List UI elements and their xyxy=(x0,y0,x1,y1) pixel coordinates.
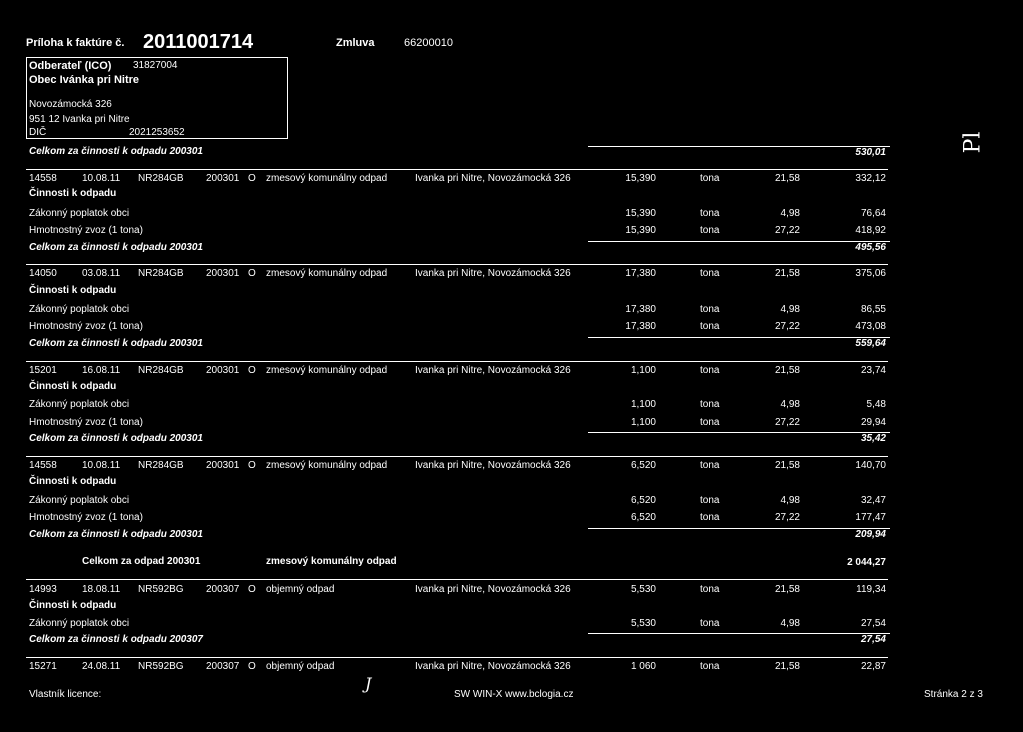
line-qty: 15,390 xyxy=(625,208,656,219)
top-subtotal-value: 530,01 xyxy=(855,147,886,158)
subtotal-value: 27,54 xyxy=(860,634,886,645)
record-vehicle: NR284GB xyxy=(138,365,184,376)
section-heading: Činnosti k odpadu xyxy=(29,476,117,487)
record-address: Ivanka pri Nitre, Novozámocká 326 xyxy=(415,268,571,279)
line-price: 27,22 xyxy=(774,321,800,332)
line-price: 27,22 xyxy=(774,417,800,428)
record-id: 14558 xyxy=(29,460,57,471)
record-date: 24.08.11 xyxy=(82,661,121,672)
record-category: O xyxy=(248,584,256,595)
line-unit: tona xyxy=(700,304,720,315)
line-label: Zákonný poplatok obci xyxy=(29,304,130,315)
record-id: 14558 xyxy=(29,173,57,184)
record-unit: tona xyxy=(700,460,720,471)
line-qty: 6,520 xyxy=(630,512,656,523)
invoice-label: Príloha k faktúre č. xyxy=(26,37,125,49)
line-unit: tona xyxy=(700,618,720,629)
record-amount: 375,06 xyxy=(855,268,886,279)
record-unit: tona xyxy=(700,584,720,595)
line-amount: 5,48 xyxy=(866,399,886,410)
customer-label: Odberateľ (ICO) xyxy=(29,60,112,72)
record-amount: 332,12 xyxy=(855,173,886,184)
contract-label: Zmluva xyxy=(336,37,375,49)
record-date: 10.08.11 xyxy=(82,460,121,471)
footer-page: Stránka 2 z 3 xyxy=(924,689,983,700)
subtotal-label: Celkom za činnosti k odpadu 200301 xyxy=(29,529,203,540)
line-price: 27,22 xyxy=(774,512,800,523)
section-heading: Činnosti k odpadu xyxy=(29,600,117,611)
record-address: Ivanka pri Nitre, Novozámocká 326 xyxy=(415,584,571,595)
section-heading: Činnosti k odpadu xyxy=(29,285,117,296)
record-code: 200301 xyxy=(206,460,240,471)
record-price: 21,58 xyxy=(774,584,800,595)
customer-name: Obec Ivánka pri Nitre xyxy=(29,74,140,86)
divider xyxy=(588,146,890,147)
record-waste: zmesový komunálny odpad xyxy=(266,460,388,471)
line-unit: tona xyxy=(700,512,720,523)
record-date: 10.08.11 xyxy=(82,173,121,184)
record-price: 21,58 xyxy=(774,460,800,471)
subtotal-value: 495,56 xyxy=(855,242,886,253)
divider xyxy=(588,241,890,242)
footer-owner-label: Vlastník licence: xyxy=(29,689,102,700)
signature-mark: J xyxy=(365,674,372,693)
record-qty: 15,390 xyxy=(625,173,656,184)
record-id: 15271 xyxy=(29,661,57,672)
invoice-number: 2011001714 xyxy=(143,31,254,53)
footer-software: SW WIN-X www.bclogia.cz xyxy=(454,689,574,700)
line-amount: 29,94 xyxy=(860,417,886,428)
line-label: Zákonný poplatok obci xyxy=(29,495,130,506)
record-category: O xyxy=(248,661,256,672)
record-address: Ivanka pri Nitre, Novozámocká 326 xyxy=(415,460,571,471)
record-address: Ivanka pri Nitre, Novozámocká 326 xyxy=(415,173,571,184)
record-category: O xyxy=(248,173,256,184)
line-price: 4,98 xyxy=(780,304,800,315)
line-label: Zákonný poplatok obci xyxy=(29,618,130,629)
record-price: 21,58 xyxy=(774,268,800,279)
line-amount: 86,55 xyxy=(860,304,886,315)
line-unit: tona xyxy=(700,399,720,410)
line-label: Hmotnostný zvoz (1 tona) xyxy=(29,417,143,428)
customer-ico: 31827004 xyxy=(133,60,178,71)
customer-dic-label: DIČ xyxy=(29,127,47,138)
line-qty: 17,380 xyxy=(625,321,656,332)
line-qty: 17,380 xyxy=(625,304,656,315)
record-qty: 17,380 xyxy=(625,268,656,279)
line-unit: tona xyxy=(700,417,720,428)
record-code: 200307 xyxy=(206,661,240,672)
handwritten-mark: Pl xyxy=(960,131,986,154)
divider xyxy=(26,456,888,457)
record-waste: objemný odpad xyxy=(266,584,335,595)
divider xyxy=(588,528,890,529)
record-vehicle: NR592BG xyxy=(138,661,184,672)
record-waste: zmesový komunálny odpad xyxy=(266,268,388,279)
record-category: O xyxy=(248,365,256,376)
divider xyxy=(588,633,890,634)
waste-total-label: Celkom za odpad 200301 xyxy=(82,556,201,567)
record-date: 16.08.11 xyxy=(82,365,121,376)
subtotal-value: 559,64 xyxy=(855,338,886,349)
record-price: 21,58 xyxy=(774,173,800,184)
contract-number: 66200010 xyxy=(404,37,453,49)
line-label: Hmotnostný zvoz (1 tona) xyxy=(29,225,143,236)
divider xyxy=(588,337,890,338)
line-qty: 1,100 xyxy=(630,417,656,428)
line-unit: tona xyxy=(700,495,720,506)
record-id: 14050 xyxy=(29,268,57,279)
record-amount: 140,70 xyxy=(855,460,886,471)
waste-total-value: 2 044,27 xyxy=(847,557,886,568)
line-unit: tona xyxy=(700,208,720,219)
record-qty: 1 060 xyxy=(630,661,656,672)
line-amount: 27,54 xyxy=(860,618,886,629)
record-amount: 119,34 xyxy=(856,584,886,595)
record-unit: tona xyxy=(700,365,720,376)
line-qty: 5,530 xyxy=(630,618,656,629)
customer-dic: 2021253652 xyxy=(129,127,185,138)
waste-total-waste: zmesový komunálny odpad xyxy=(266,556,397,567)
record-date: 18.08.11 xyxy=(82,584,121,595)
record-id: 14993 xyxy=(29,584,57,595)
line-price: 4,98 xyxy=(780,495,800,506)
divider xyxy=(26,169,888,170)
record-unit: tona xyxy=(700,173,720,184)
record-waste: zmesový komunálny odpad xyxy=(266,173,388,184)
line-qty: 6,520 xyxy=(630,495,656,506)
record-category: O xyxy=(248,268,256,279)
line-label: Hmotnostný zvoz (1 tona) xyxy=(29,512,143,523)
line-amount: 76,64 xyxy=(860,208,886,219)
record-vehicle: NR592BG xyxy=(138,584,184,595)
line-amount: 32,47 xyxy=(860,495,886,506)
top-subtotal-label: Celkom za činnosti k odpadu 200301 xyxy=(29,146,203,157)
subtotal-label: Celkom za činnosti k odpadu 200301 xyxy=(29,338,203,349)
record-vehicle: NR284GB xyxy=(138,173,184,184)
subtotal-label: Celkom za činnosti k odpadu 200301 xyxy=(29,433,203,444)
subtotal-value: 209,94 xyxy=(855,529,886,540)
line-qty: 1,100 xyxy=(630,399,656,410)
record-waste: objemný odpad xyxy=(266,661,335,672)
line-label: Zákonný poplatok obci xyxy=(29,399,130,410)
record-price: 21,58 xyxy=(774,365,800,376)
record-amount: 23,74 xyxy=(860,365,886,376)
record-price: 21,58 xyxy=(774,661,800,672)
subtotal-label: Celkom za činnosti k odpadu 200301 xyxy=(29,242,203,253)
line-amount: 177,47 xyxy=(855,512,886,523)
line-unit: tona xyxy=(700,225,720,236)
line-label: Zákonný poplatok obci xyxy=(29,208,130,219)
subtotal-label: Celkom za činnosti k odpadu 200307 xyxy=(29,634,203,645)
record-unit: tona xyxy=(700,661,720,672)
line-amount: 418,92 xyxy=(855,225,886,236)
section-heading: Činnosti k odpadu xyxy=(29,188,117,199)
divider xyxy=(26,579,888,580)
line-label: Hmotnostný zvoz (1 tona) xyxy=(29,321,143,332)
customer-street: Novozámocká 326 xyxy=(29,99,112,110)
record-code: 200301 xyxy=(206,268,240,279)
line-amount: 473,08 xyxy=(855,321,886,332)
record-amount: 22,87 xyxy=(860,661,886,672)
record-code: 200301 xyxy=(206,173,240,184)
record-code: 200301 xyxy=(206,365,240,376)
line-price: 27,22 xyxy=(774,225,800,236)
divider xyxy=(26,657,888,658)
divider xyxy=(26,361,888,362)
record-qty: 6,520 xyxy=(630,460,656,471)
line-qty: 15,390 xyxy=(625,225,656,236)
subtotal-value: 35,42 xyxy=(860,433,886,444)
record-category: O xyxy=(248,460,256,471)
record-waste: zmesový komunálny odpad xyxy=(266,365,388,376)
record-qty: 1,100 xyxy=(630,365,656,376)
record-code: 200307 xyxy=(206,584,240,595)
record-id: 15201 xyxy=(29,365,57,376)
record-vehicle: NR284GB xyxy=(138,268,184,279)
record-qty: 5,530 xyxy=(630,584,656,595)
line-price: 4,98 xyxy=(780,618,800,629)
line-price: 4,98 xyxy=(780,399,800,410)
record-date: 03.08.11 xyxy=(82,268,121,279)
record-unit: tona xyxy=(700,268,720,279)
record-address: Ivanka pri Nitre, Novozámocká 326 xyxy=(415,365,571,376)
record-vehicle: NR284GB xyxy=(138,460,184,471)
divider xyxy=(588,432,890,433)
section-heading: Činnosti k odpadu xyxy=(29,381,117,392)
customer-city: 951 12 Ivanka pri Nitre xyxy=(29,114,130,125)
line-price: 4,98 xyxy=(780,208,800,219)
record-address: Ivanka pri Nitre, Novozámocká 326 xyxy=(415,661,571,672)
line-unit: tona xyxy=(700,321,720,332)
divider xyxy=(26,264,888,265)
